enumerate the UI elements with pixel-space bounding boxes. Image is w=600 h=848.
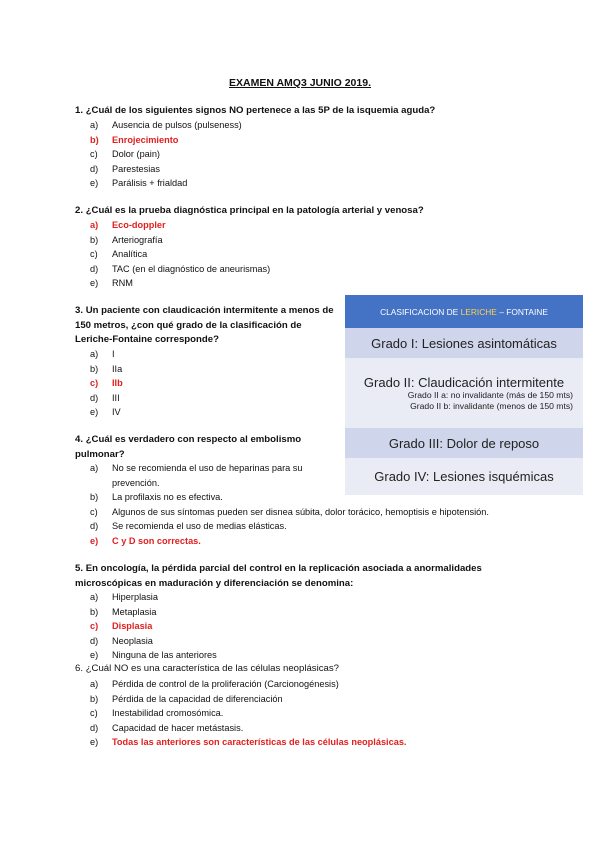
option-c: c) Inestabilidad cromosómica. bbox=[90, 708, 224, 718]
question-text-line: Leriche-Fontaine corresponde? bbox=[75, 334, 219, 345]
question-3-options bbox=[90, 347, 123, 420]
grade-3-row: Grado III: Dolor de reposo bbox=[345, 428, 583, 458]
option-e: e) Parálisis + frialdad bbox=[90, 178, 188, 188]
question-6 bbox=[75, 662, 339, 677]
option-c: c) Algunos de sus síntomas pueden ser disnea súbita, dolor torácico, hemoptisis e hipotensión. bbox=[90, 506, 489, 517]
table-header: CLASIFICACION DE LERICHE – FONTAINE bbox=[345, 295, 583, 328]
question-text-line: 150 metros, ¿con qué grado de la clasificación de bbox=[75, 319, 302, 331]
option-d: d) Capacidad de hacer metástasis. bbox=[90, 722, 244, 733]
option-d: d) Se recomienda el uso de medias elásticas. bbox=[90, 521, 287, 531]
option-b-correct: b) Enrojecimiento bbox=[90, 134, 179, 145]
option-e: e) RNM bbox=[90, 278, 133, 288]
question-1-options bbox=[90, 118, 242, 191]
option-b: b) Arteriografía bbox=[90, 234, 163, 245]
question-5-options bbox=[90, 590, 217, 663]
grade-2-row: Grado II: Claudicación intermitente Grado II a: no invalidante (más de 150 mts) Grado II b: invalidante (menos de 150 mts) bbox=[345, 358, 583, 428]
option-e-correct: e) C y D son correctas. bbox=[90, 535, 201, 546]
option-d: d) TAC (en el diagnóstico de aneurismas) bbox=[90, 263, 271, 274]
option-e: e) IV bbox=[90, 407, 121, 417]
question-4-options bbox=[90, 461, 489, 548]
option-b: b) IIa bbox=[90, 363, 123, 374]
question-text-line: Un paciente con claudicación intermitente a menos de bbox=[85, 305, 334, 316]
option-a: a) No se recomienda el uso de heparinas para su prevención. bbox=[90, 463, 303, 488]
question-2 bbox=[75, 204, 424, 219]
question-number: 3. bbox=[75, 305, 84, 316]
option-e: e) Ninguna de las anteriores bbox=[90, 650, 217, 660]
question-text-line: pulmonar? bbox=[75, 448, 125, 460]
option-d: d) Neoplasia bbox=[90, 635, 153, 646]
question-text: ¿Cuál es la prueba diagnóstica principal en la patología arterial y venosa? bbox=[85, 205, 424, 216]
option-c-correct: c) Displasia bbox=[90, 621, 153, 631]
option-a: a) Pérdida de control de la proliferación (Carcionogénesis) bbox=[90, 679, 339, 689]
question-1 bbox=[75, 104, 435, 119]
option-b: b) Metaplasia bbox=[90, 606, 157, 617]
question-text: ¿Cuál NO es una característica de las células neoplásicas? bbox=[85, 663, 339, 674]
question-text-line: En oncología, la pérdida parcial del control en la replicación asociada a anormalidades bbox=[85, 563, 482, 574]
question-3 bbox=[75, 304, 340, 348]
grade-1-row: Grado I: Lesiones asintomáticas bbox=[345, 328, 583, 358]
option-a: a) Ausencia de pulsos (pulseness) bbox=[90, 120, 242, 130]
question-number: 5. bbox=[75, 563, 84, 574]
option-d: d) Parestesias bbox=[90, 163, 161, 174]
option-c: c) Dolor (pain) bbox=[90, 149, 160, 159]
option-c: c) Analítica bbox=[90, 249, 148, 259]
question-text: ¿Cuál de los siguientes signos NO pertenece a las 5P de la isquemia aguda? bbox=[85, 105, 436, 116]
question-text-line: ¿Cuál es verdadero con respecto al embolismo bbox=[85, 434, 302, 445]
question-4 bbox=[75, 433, 340, 462]
grade-4-row: Grado IV: Lesiones isquémicas bbox=[345, 458, 583, 495]
grade-2b: Grado II b: invalidante (menos de 150 mts) bbox=[410, 400, 573, 411]
question-2-options bbox=[90, 218, 270, 291]
option-e-correct: e) Todas las anteriores son características de las células neoplásicas. bbox=[90, 737, 407, 747]
question-6-options bbox=[90, 677, 407, 750]
question-5 bbox=[75, 562, 482, 591]
option-a: a) I bbox=[90, 349, 115, 359]
option-a: a) Hiperplasia bbox=[90, 592, 158, 602]
grade-2a: Grado II a: no invalidante (más de 150 mts) bbox=[407, 389, 573, 400]
option-b: b) La profilaxis no es efectiva. bbox=[90, 492, 223, 502]
question-number: 4. bbox=[75, 434, 84, 445]
question-number: 2. bbox=[75, 205, 84, 216]
question-number: 6. bbox=[75, 663, 84, 674]
option-c-correct: c) IIb bbox=[90, 378, 123, 388]
option-b: b) Pérdida de la capacidad de diferenciación bbox=[90, 693, 283, 704]
option-d: d) III bbox=[90, 392, 120, 403]
exam-title: EXAMEN AMQ3 JUNIO 2019. bbox=[229, 77, 371, 89]
question-text-line: microscópicas en maduración y diferenciación se denomina: bbox=[75, 577, 354, 589]
option-a-correct: a) Eco-doppler bbox=[90, 220, 166, 230]
question-number: 1. bbox=[75, 105, 84, 116]
